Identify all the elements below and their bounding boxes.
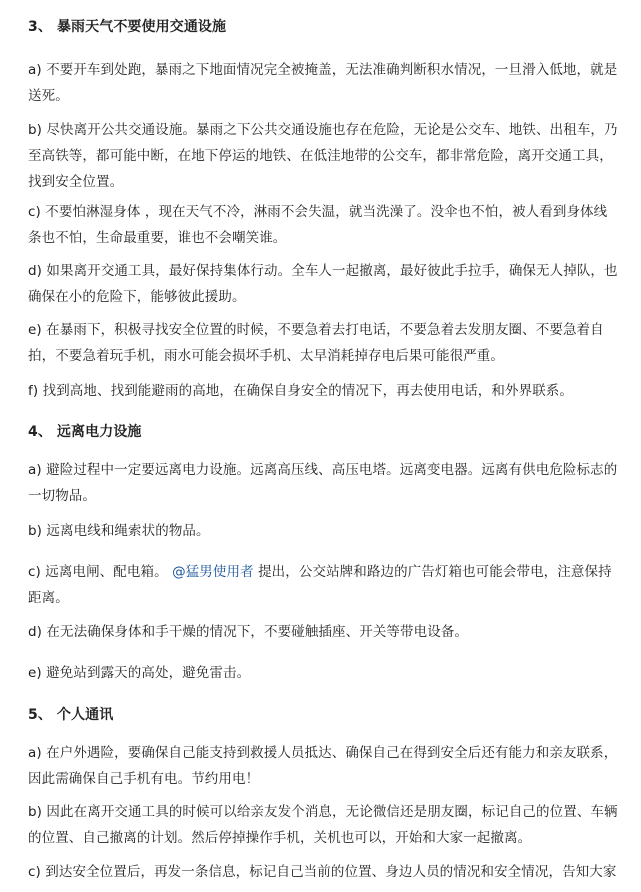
paragraph-4b: b) 远离电线和绳索状的物品。 [28, 523, 210, 539]
paragraph-4c [28, 559, 618, 611]
paragraph-4a: a) 避险过程中一定要远离电力设施。远离高压线、高压电塔。远离变电器。远离有供电危险标志的一切物品。 [28, 462, 618, 504]
paragraph-3f: f) 找到高地、找到能避雨的高地，在确保自身安全的情况下，再去使用电话，和外界联系。 [28, 383, 574, 399]
section-heading-4: 4、 远离电力设施 [28, 424, 142, 440]
paragraph-5b: b) 因此在离开交通工具的时候可以给亲友发个消息，无论微信还是朋友圈，标记自己的位置、车辆的位置、自己撤离的计划。然后停掉操作手机，关机也可以，开始和大家一起撤离。 [28, 804, 618, 846]
section-heading-5: 5、 个人通讯 [28, 707, 114, 723]
user-mention-link[interactable]: @猛男使用者 [172, 564, 254, 580]
paragraph-3b: b) 尽快离开公共交通设施。暴雨之下公共交通设施也存在危险，无论是公交车、地铁、出租车，乃至高铁等，都可能中断，在地下停运的地铁、在低洼地带的公交车，都非常危险，离开交通工具，找到安全位置。 [28, 122, 618, 190]
paragraph-3e: e) 在暴雨下，积极寻找安全位置的时候，不要急着去打电话，不要急着去发朋友圈、不要急着自拍，不要急着玩手机，雨水可能会损坏手机、太早消耗掉存电后果可能很严重。 [28, 322, 604, 364]
paragraph-3c: c) 不要怕淋湿身体 ，现在天气不冷，淋雨不会失温，就当洗澡了。没伞也不怕，被人看到身体线条也不怕，生命最重要，谁也不会嘲笑谁。 [28, 204, 608, 246]
paragraph-4e: e) 避免站到露天的高处，避免雷击。 [28, 665, 251, 681]
paragraph-3a: a) 不要开车到处跑，暴雨之下地面情况完全被掩盖，无法准确判断积水情况，一旦滑入低地，就是送死。 [28, 62, 618, 104]
paragraph-5a: a) 在户外遇险，要确保自己能支持到救援人员抵达、确保自己在得到安全后还有能力和亲友联系，因此需确保自己手机有电。节约用电！ [28, 745, 618, 787]
paragraph-4d: d) 在无法确保身体和手干燥的情况下，不要碰触插座、开关等带电设备。 [28, 624, 469, 640]
paragraph-4c-suffix: 提出，公交站牌和路边的广告灯箱也可能会带电，注意保持距离。 [28, 564, 612, 606]
paragraph-4c-prefix: c) 远离电闸、配电箱。 [28, 564, 173, 580]
paragraph-5c: c) 到达安全位置后，再发一条信息，标记自己当前的位置、身边人员的情况和安全情况，告知大家 [28, 864, 617, 880]
section-heading-3: 3、 暴雨天气不要使用交通设施 [28, 19, 227, 35]
paragraph-3d: d) 如果离开交通工具，最好保持集体行动。全车人一起撤离，最好彼此手拉手，确保无人掉队，也确保在小的危险下，能够彼此援助。 [28, 263, 618, 305]
